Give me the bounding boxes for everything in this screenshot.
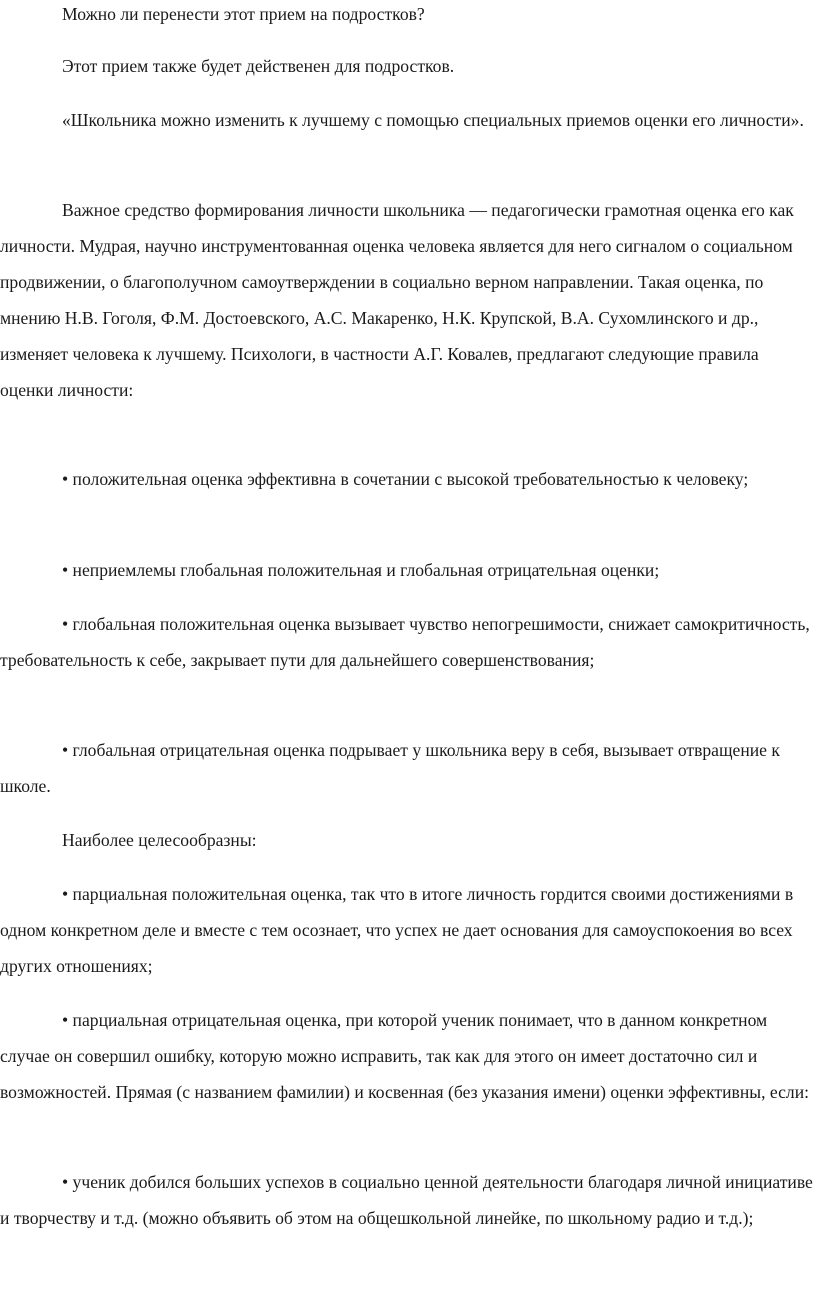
list-item-global-negative: • глобальная отрицательная оценка подрывает у школьника веру в себя, вызывает отвращение к школе. bbox=[0, 740, 780, 796]
list-item-partial-positive: • парциальная положительная оценка, так что в итоге личность гордится своими достижениями в одном конкретном деле и вместе с тем осознает, что успех не дает основания для самоуспокоения во всех других отношениях; bbox=[0, 884, 794, 976]
list-item-global-positive: • глобальная положительная оценка вызывает чувство непогрешимости, снижает самокритичность, требовательность к себе, закрывает пути для дальнейшего совершенствования; bbox=[0, 614, 810, 670]
list-item-positive-assessment: • положительная оценка эффективна в сочетании с высокой требовательностью к человеку; bbox=[62, 469, 749, 489]
list-item-unacceptable-global: • неприемлемы глобальная положительная и глобальная отрицательная оценки; bbox=[62, 560, 660, 580]
paragraph-answer: Этот прием также будет действенен для подростков. bbox=[62, 56, 455, 76]
paragraph-question: Можно ли перенести этот прием на подростков? bbox=[62, 4, 425, 24]
list-item-partial-negative: • парциальная отрицательная оценка, при которой ученик понимает, что в данном конкретном случае он совершил ошибку, которую можно исправить, так как для этого он имеет достаточно сил и возможностей. Прямая (с названием фамилии) и косвенная (без указания имени) оценки эффективны, если: bbox=[0, 1010, 810, 1102]
paragraph-quote: «Школьника можно изменить к лучшему с помощью специальных приемов оценки его личности». bbox=[62, 110, 804, 130]
paragraph-most-appropriate: Наиболее целесообразны: bbox=[62, 830, 257, 850]
paragraph-assessment: Важное средство формирования личности школьника — педагогически грамотная оценка его как личности. Мудрая, научно инструментованная оценка человека является для него сигналом о социальном продвижении, о благополучном самоутверждении в социально верном направлении. Такая оценка, по мнению Н.В. Гоголя, Ф.М. Достоевского, А.С. Макаренко, Н.К. Крупской, В.А. Сухомлинского и др., изменяет человека к лучшему. Психологи, в частности А.Г. Ковалев, предлагают следующие правила оценки личности: bbox=[0, 200, 794, 400]
list-item-student-success: • ученик добился больших успехов в социально ценной деятельности благодаря личной инициативе и творчеству и т.д. (можно объявить об этом на общешкольной линейке, по школьному радио и т.д.); bbox=[0, 1172, 813, 1228]
